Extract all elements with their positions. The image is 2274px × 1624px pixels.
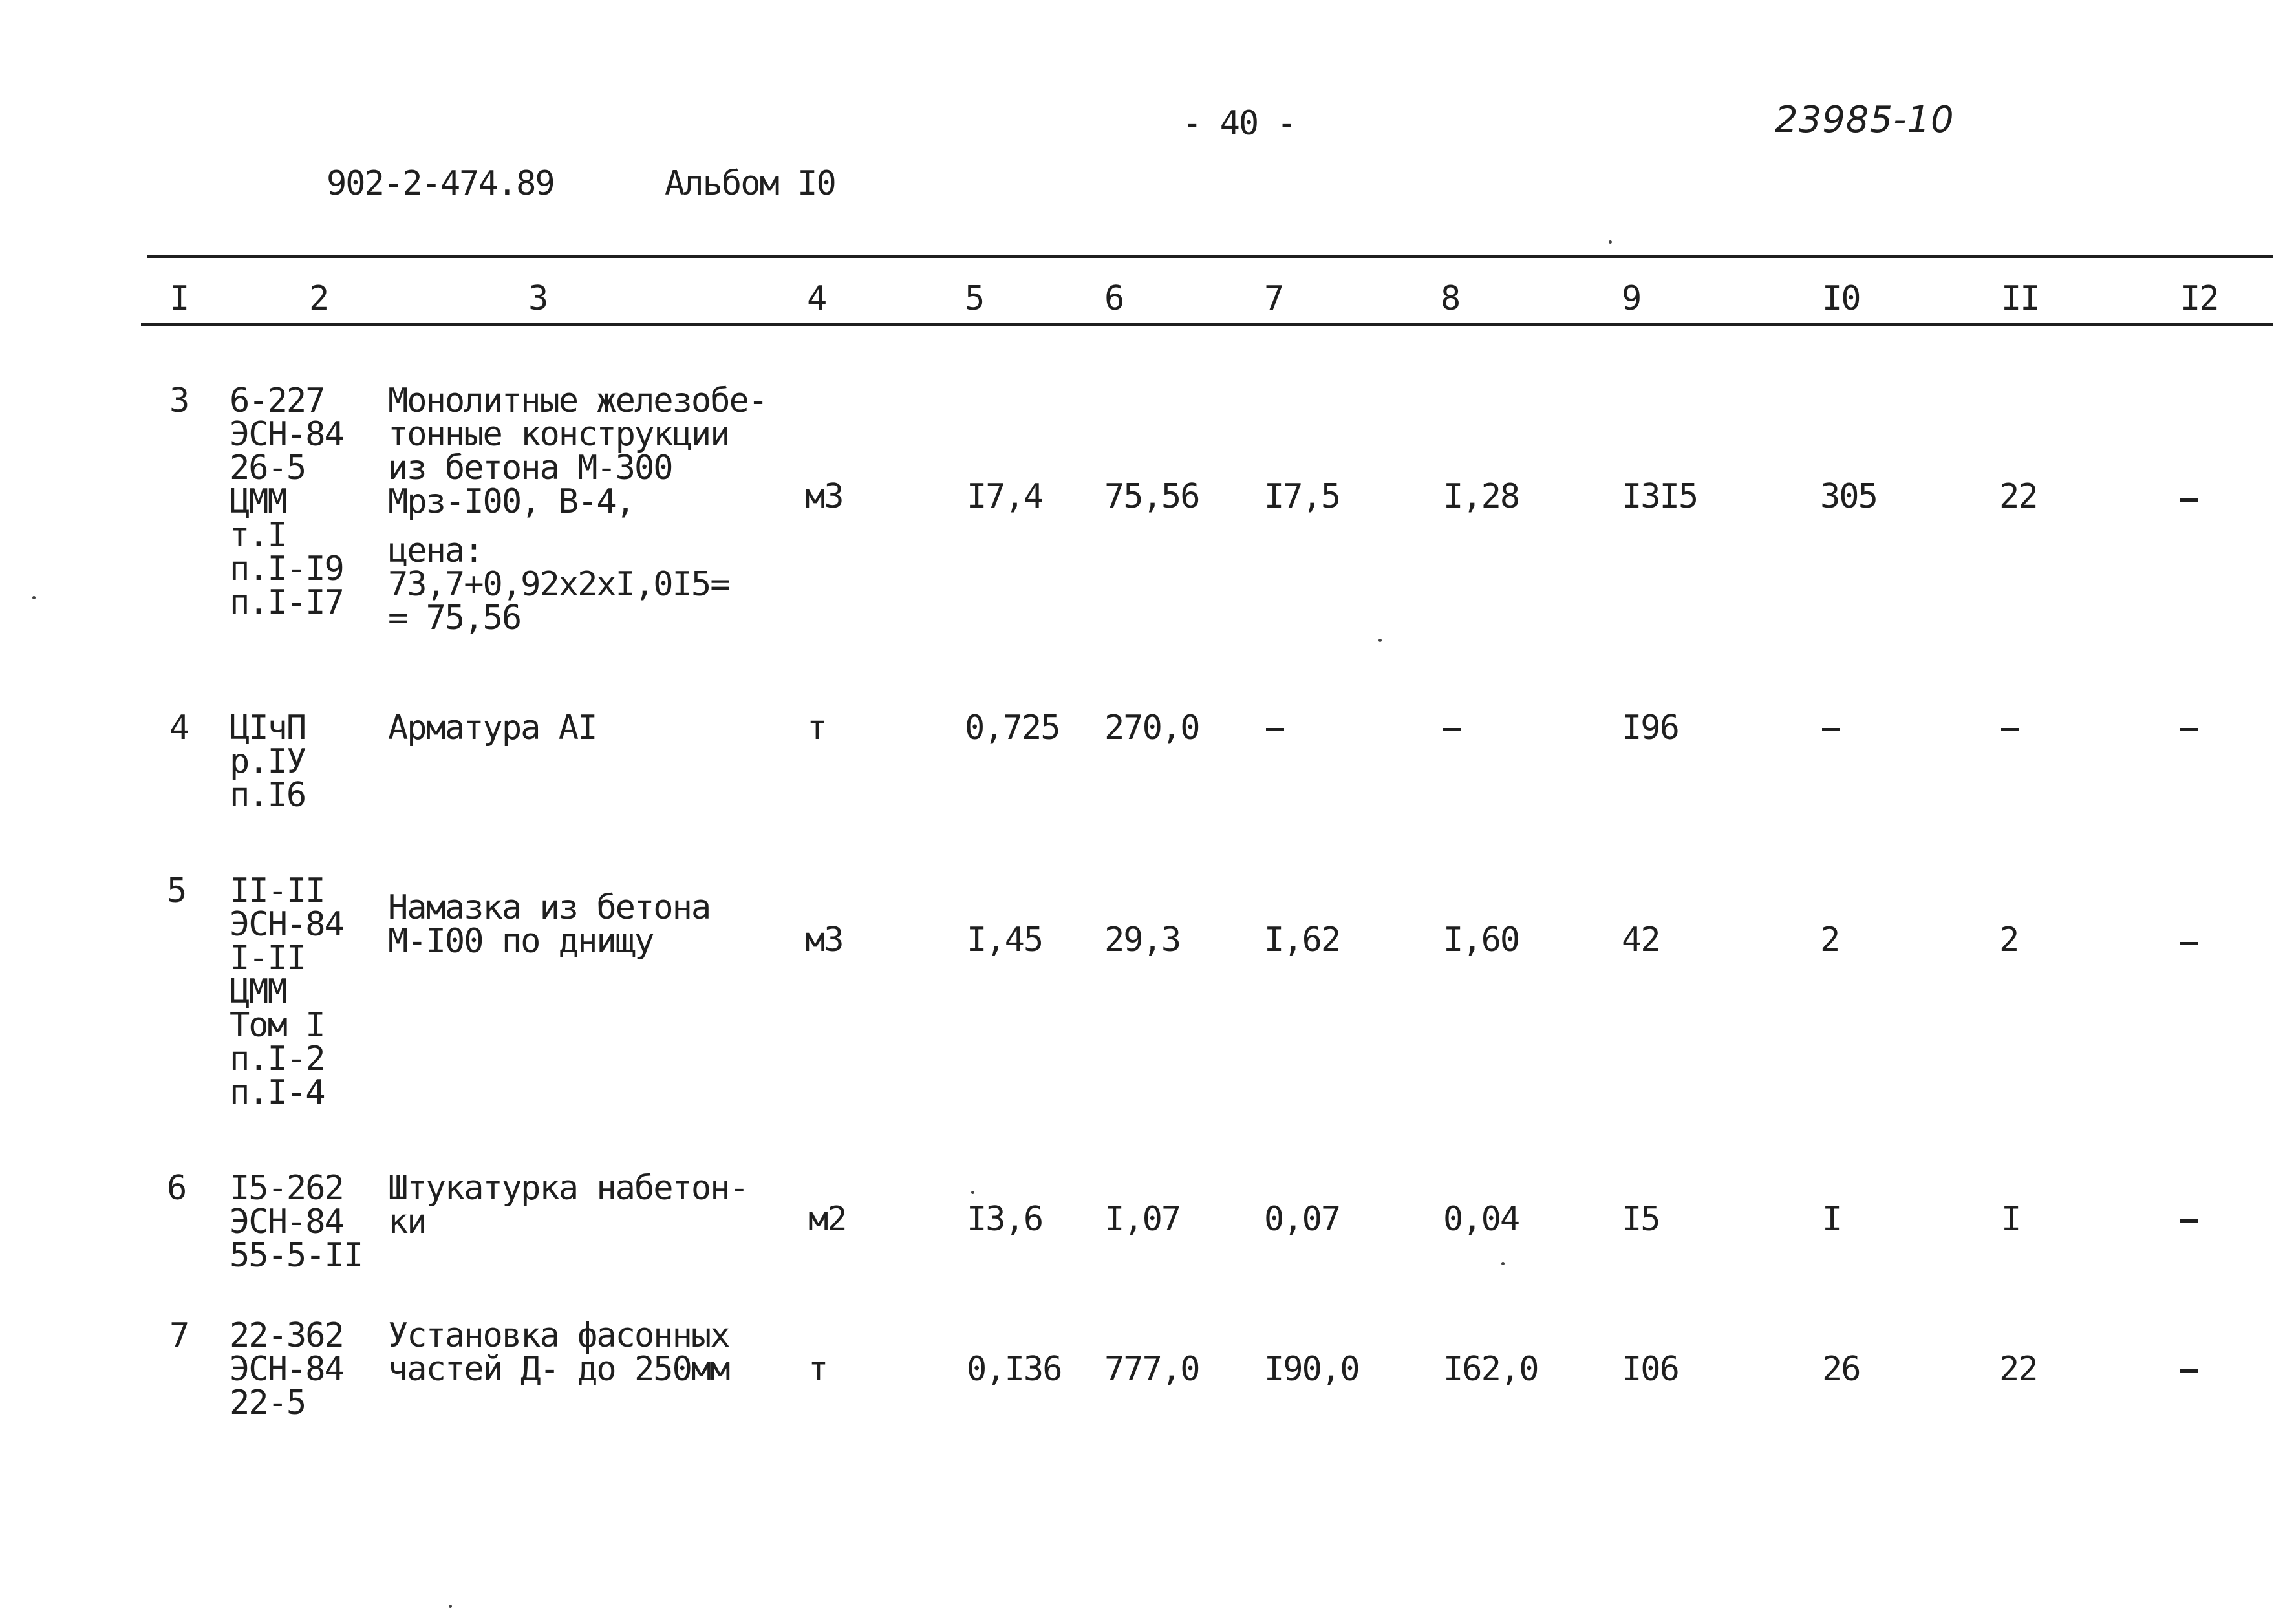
column-header: I [169, 279, 189, 318]
cell-col-8: 0,04 [1443, 1200, 1519, 1239]
empty-cell-dash [2180, 498, 2198, 502]
work-description: Штукатурка набетон- ки [388, 1169, 748, 1241]
unit-cell: т [808, 1350, 828, 1389]
cell-col-11: I [2001, 1200, 2021, 1239]
table-top-rule [147, 255, 2273, 258]
cell-col-10: 2 [1820, 921, 1840, 959]
empty-cell-dash [1266, 728, 1284, 731]
row-number: 6 [167, 1169, 186, 1208]
document-code: 23985-10 [1775, 99, 1955, 141]
cell-col-11: 2 [1999, 921, 2019, 959]
column-header: II [2001, 279, 2039, 318]
cell-col-5: 0,725 [965, 709, 1060, 747]
work-description: Намазка из бетона М-I00 по днищу [388, 888, 711, 961]
column-header: I2 [2180, 279, 2218, 318]
cell-col-6: 75,56 [1104, 477, 1199, 516]
empty-cell-dash [2001, 728, 2019, 731]
unit-cell: м2 [808, 1200, 846, 1239]
cell-col-7: I90,0 [1264, 1350, 1359, 1389]
norm-code: II-II ЭСН-84 I-II ЦММ Том I п.I-2 п.I-4 [230, 871, 343, 1112]
cell-col-6: I,07 [1104, 1200, 1181, 1239]
price-calculation: цена: 73,7+0,92х2хI,0I5= = 75,56 [388, 531, 729, 637]
cell-col-8: I62,0 [1443, 1350, 1538, 1389]
scan-speck [1378, 639, 1382, 642]
column-header: 7 [1264, 279, 1283, 318]
album-label: Альбом I0 [665, 164, 835, 203]
empty-cell-dash [2180, 1219, 2198, 1223]
cell-col-6: 777,0 [1104, 1350, 1199, 1389]
cell-col-8: I,28 [1443, 477, 1519, 516]
project-code: 902-2-474.89 [327, 164, 554, 203]
work-description: Арматура АI [388, 709, 597, 747]
column-header: I0 [1822, 279, 1860, 318]
unit-cell: т [807, 709, 826, 747]
cell-col-9: I06 [1622, 1350, 1679, 1389]
column-header: 3 [528, 279, 548, 318]
unit-cell: м3 [805, 477, 843, 516]
row-number: 3 [169, 381, 189, 420]
column-header: 2 [309, 279, 328, 318]
cell-col-5: I3,6 [967, 1200, 1043, 1239]
cell-col-6: 270,0 [1104, 709, 1199, 747]
norm-code: 6-227 ЭСН-84 26-5 ЦММ т.I п.I-I9 п.I-I7 [230, 381, 343, 622]
scan-speck [32, 596, 36, 599]
column-header: 6 [1104, 279, 1124, 318]
cell-col-10: 26 [1822, 1350, 1860, 1389]
cell-col-10: 305 [1820, 477, 1877, 516]
row-number: 5 [167, 871, 186, 910]
cell-col-9: I5 [1622, 1200, 1660, 1239]
row-number: 4 [169, 709, 189, 747]
cell-col-7: 0,07 [1264, 1200, 1340, 1239]
scan-speck [1609, 240, 1612, 244]
empty-cell-dash [1443, 728, 1461, 731]
norm-code: ЦIчП р.IУ п.I6 [230, 709, 306, 815]
scan-speck [449, 1605, 452, 1608]
cell-col-9: 42 [1622, 921, 1660, 959]
cell-col-9: I96 [1622, 709, 1679, 747]
cell-col-6: 29,3 [1104, 921, 1181, 959]
row-number: 7 [169, 1316, 189, 1355]
column-header: 5 [965, 279, 984, 318]
empty-cell-dash [2180, 728, 2198, 731]
work-description: Установка фасонных частей Д- до 250мм [388, 1316, 729, 1389]
norm-code: I5-262 ЭСН-84 55-5-II [230, 1169, 363, 1275]
column-header: 4 [807, 279, 826, 318]
cell-col-11: 22 [1999, 477, 2037, 516]
scan-speck [971, 1191, 974, 1194]
page-number: - 40 - [1182, 104, 1296, 143]
unit-cell: м3 [805, 921, 843, 959]
empty-cell-dash [2180, 1369, 2198, 1373]
cell-col-8: I,60 [1443, 921, 1519, 959]
cell-col-9: I3I5 [1622, 477, 1698, 516]
column-header: 9 [1622, 279, 1641, 318]
cell-col-11: 22 [1999, 1350, 2037, 1389]
cell-col-5: I7,4 [967, 477, 1043, 516]
cell-col-5: 0,I36 [967, 1350, 1062, 1389]
empty-cell-dash [2180, 942, 2198, 945]
table-header-rule [141, 323, 2273, 326]
cell-col-5: I,45 [967, 921, 1043, 959]
empty-cell-dash [1822, 728, 1840, 731]
column-header: 8 [1441, 279, 1460, 318]
cell-col-10: I [1822, 1200, 1841, 1239]
norm-code: 22-362 ЭСН-84 22-5 [230, 1316, 343, 1422]
cell-col-7: I,62 [1264, 921, 1340, 959]
work-description: Монолитные железобе- тонные конструкции из бетона М-300 Мрз-I00, В-4, [388, 381, 767, 521]
cell-col-7: I7,5 [1264, 477, 1340, 516]
scan-speck [1501, 1262, 1505, 1265]
